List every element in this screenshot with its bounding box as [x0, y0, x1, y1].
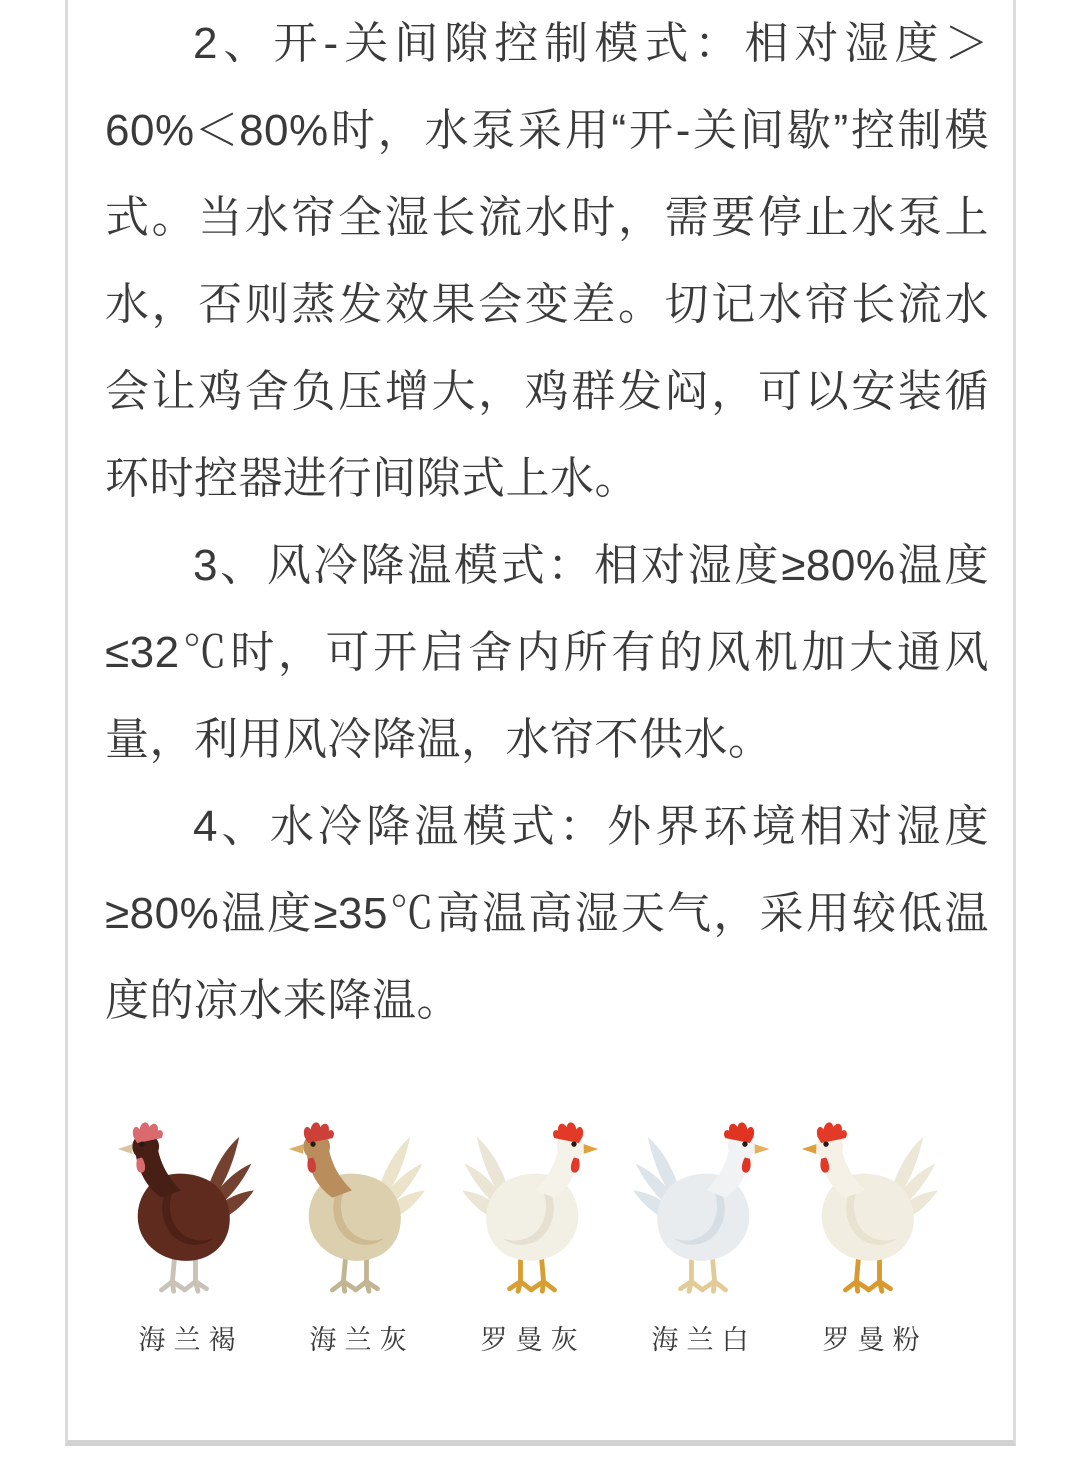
breed-label-lohmann-grey: 罗曼灰 — [480, 1325, 586, 1355]
chicken-hyline-white — [618, 1118, 782, 1357]
chicken-lohmann-pink — [789, 1118, 953, 1357]
chicken-hyline-grey — [276, 1118, 440, 1357]
hen-illustration-icon — [279, 1118, 437, 1304]
hen-illustration-icon — [621, 1118, 779, 1304]
paragraph-water-cooling-mode: 4、水冷降温模式：外界环境相对湿度≥80%温度≥35℃高温高湿天气，采用较低温度的凉水来降温。 — [105, 802, 989, 1025]
article-text-block — [68, 0, 1013, 1044]
hen-illustration-icon — [450, 1118, 608, 1304]
paragraph-open-close-interval-mode: 2、开-关间隙控制模式：相对湿度＞60%＜80%时，水泵采用“开-关间歇”控制模式。当水帘全湿长流水时，需要停止水泵上水，否则蒸发效果会变差。切记水帘长流水会让鸡舍负压增大，鸡群发闷，可以安装循环时控器进行间隙式上水。 — [105, 19, 989, 503]
hen-illustration-icon — [792, 1118, 950, 1304]
chicken-breeds-figure — [105, 1118, 953, 1357]
chicken-lohmann-grey — [447, 1118, 611, 1357]
article-page — [65, 0, 1016, 1446]
breed-label-lohmann-pink: 罗曼粉 — [822, 1325, 928, 1355]
paragraph-air-cooling-mode: 3、风冷降温模式：相对湿度≥80%温度≤32℃时，可开启舍内所有的风机加大通风量，利用风冷降温，水帘不供水。 — [105, 541, 989, 764]
chicken-hyline-brown — [105, 1118, 269, 1357]
breed-label-hyline-brown: 海兰褐 — [138, 1325, 244, 1355]
breed-label-hyline-white: 海兰白 — [651, 1325, 757, 1355]
hen-illustration-icon — [108, 1118, 266, 1304]
breed-label-hyline-grey: 海兰灰 — [309, 1325, 415, 1355]
